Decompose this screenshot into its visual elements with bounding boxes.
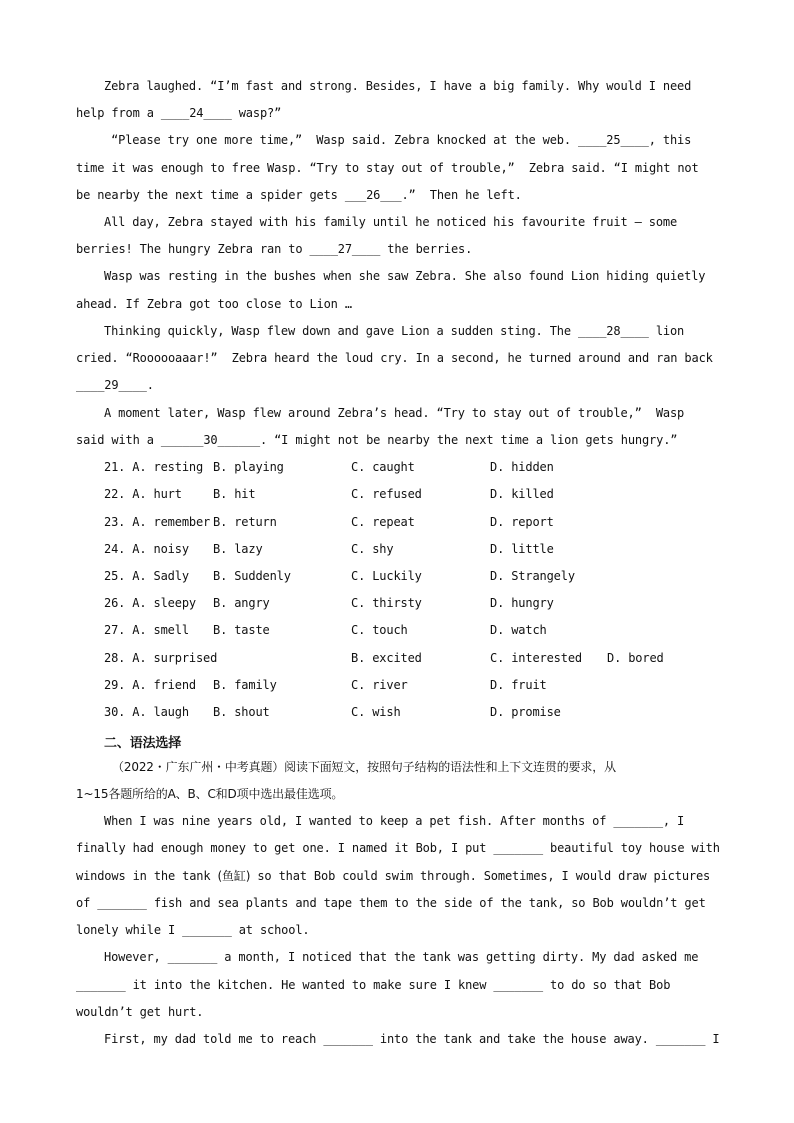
passage-line: lonely while I _______ at school.	[76, 923, 310, 937]
passage-line: First, my dad told me to reach _______ into the tank and take the house away. _______ I	[104, 1032, 720, 1046]
passage-line: said with a ______30______. “I might not be nearby the next time a lion gets hungry.”	[76, 433, 678, 447]
passage-line: be nearby the next time a spider gets ___26___.” Then he left.	[76, 188, 522, 202]
passage-line: ahead. If Zebra got too close to Lion …	[76, 297, 352, 311]
passage-line: Zebra laughed. “I’m fast and strong. Besides, I have a big family. Why would I need	[104, 79, 692, 93]
blank-26: ___26___	[344, 188, 402, 202]
passage-line: However, _______ a month, I noticed that the tank was getting dirty. My dad asked me	[104, 950, 699, 964]
passage-line: cried. “Roooooaaar!” Zebra heard the loud cry. In a second, he turned around and ran back	[76, 351, 713, 365]
section-intro: （2022・广东广州・中考真题）阅读下面短文，按照句子结构的语法性和上下文连贯的要求，从	[112, 760, 616, 774]
blank-28: ____28____	[578, 324, 649, 338]
passage-line: All day, Zebra stayed with his family until he noticed his favourite fruit — some	[104, 215, 678, 229]
passage-line: wouldn’t get hurt.	[76, 1005, 204, 1019]
passage-line: time it was enough to free Wasp. “Try to stay out of trouble,” Zebra said. “I might not	[76, 161, 699, 175]
passage-line: help from a ____24____ wasp?”	[76, 106, 282, 120]
passage-line: finally had enough money to get one. I named it Bob, I put _______ beautiful toy house with	[76, 841, 720, 855]
passage-line: “Please try one more time,” Wasp said. Zebra knocked at the web. ____25____, this	[104, 133, 692, 147]
passage-line: of _______ fish and sea plants and tape them to the side of the tank, so Bob wouldn’t get	[76, 896, 706, 910]
passage-line: When I was nine years old, I wanted to keep a pet fish. After months of _______, I	[104, 814, 685, 828]
section-heading: 二、语法选择	[104, 736, 182, 751]
passage-line: _______ it into the kitchen. He wanted to make sure I knew _______ to do so that Bob	[76, 978, 671, 992]
blank-29: ____29____	[76, 378, 147, 392]
passage-line: berries! The hungry Zebra ran to ____27____ the berries.	[76, 242, 473, 256]
blank-25: ____25____	[578, 133, 649, 147]
passage-line: ____29____.	[76, 378, 154, 392]
blank-27: ____27____	[309, 242, 381, 256]
passage-line: windows in the tank (鱼缸) so that Bob could swim through. Sometimes, I would draw pictures	[76, 869, 711, 883]
blank-30: ______30______	[160, 433, 260, 447]
passage-line: Wasp was resting in the bushes when she saw Zebra. She also found Lion hiding quietly	[104, 269, 706, 283]
blank-24: ____24____	[160, 106, 232, 120]
document-page: Zebra laughed. “I’m fast and strong. Besides, I have a big family. Why would I need help from a ____24____ wasp?” “Please try one more time,” Wasp said. Zebra knocked at the web. ____25____, this time it was enough to free Wasp. “Try to stay out of trouble,” Zebra said. “I might not be nearby the next time a spider gets ___26___.” Then he left. All day, Zebra stayed with his family until he noticed his favourite fruit — some berries! The hungry Zebra ran to ____27____ the berries. Wasp was resting in the bushes when she saw Zebra. She also found Lion hiding quietly ahead. If Zebra got too close to Lion … Thinking quickly, Wasp flew down and gave Lion a sudden sting. The ____28____ lion cried. “Roooooaaar!” Zebra heard the loud cry. In a second, he turned around and ran back ____29____. A moment later, Wasp flew around Zebra’s head. “Try to stay out of trouble,” Wasp said with a ______30______. “I might not be nearby the next time a lion gets hungry.” 21. A. resting B. playing C. caught D. hidden 22. A. hurt B. hit C. refused D. killed 23. A. remember B. return C. repeat D. report 24. A. noisy B. lazy C. shy D. little 25. A. Sadly B. Suddenly C. Luckily D. Strangely 26. A. sleepy B. angry C. thirsty D. hungry 27. A. smell B. taste C. touch D. watch 28. A. surprised B. excited C. interested D. bored 29. A. friend B. family C. river D. fruit 30. A. laugh B. shout C. wish D. promise 二、语法选择 （2022・广东广州・中考真题）阅读下面短文，按照句子结构的语法性和上下文连贯的要求，从 1~15各题所给的A、B、C和D项中选出最佳选项。 When I was nine years old, I wanted to keep a pet fish. After months of _______, I finally had enough money to get one. I named it Bob, I put _______ beautiful toy house with windows in the tank (鱼缸) so that Bob could swim through. Sometimes, I would draw pictures of _______ fish and sea plants and tape them to the side of the tank, so Bob wouldn’t get lonely while I _______ at school. However, _______ a month, I noticed that the tank was getting dirty. My dad asked me _______ it into the kitchen. He wanted to make sure I knew _______ to do so that Bob wouldn’t get hurt. First, my dad told me to reach _______ into the tank and take the house away. _______ I	[76, 79, 720, 1046]
passage-line: A moment later, Wasp flew around Zebra’s head. “Try to stay out of trouble,” Wasp	[104, 406, 685, 420]
passage-line: Thinking quickly, Wasp flew down and gave Lion a sudden sting. The ____28____ lion	[104, 324, 685, 338]
section-intro: 1~15各题所给的A、B、C和D项中选出最佳选项。	[76, 787, 344, 801]
